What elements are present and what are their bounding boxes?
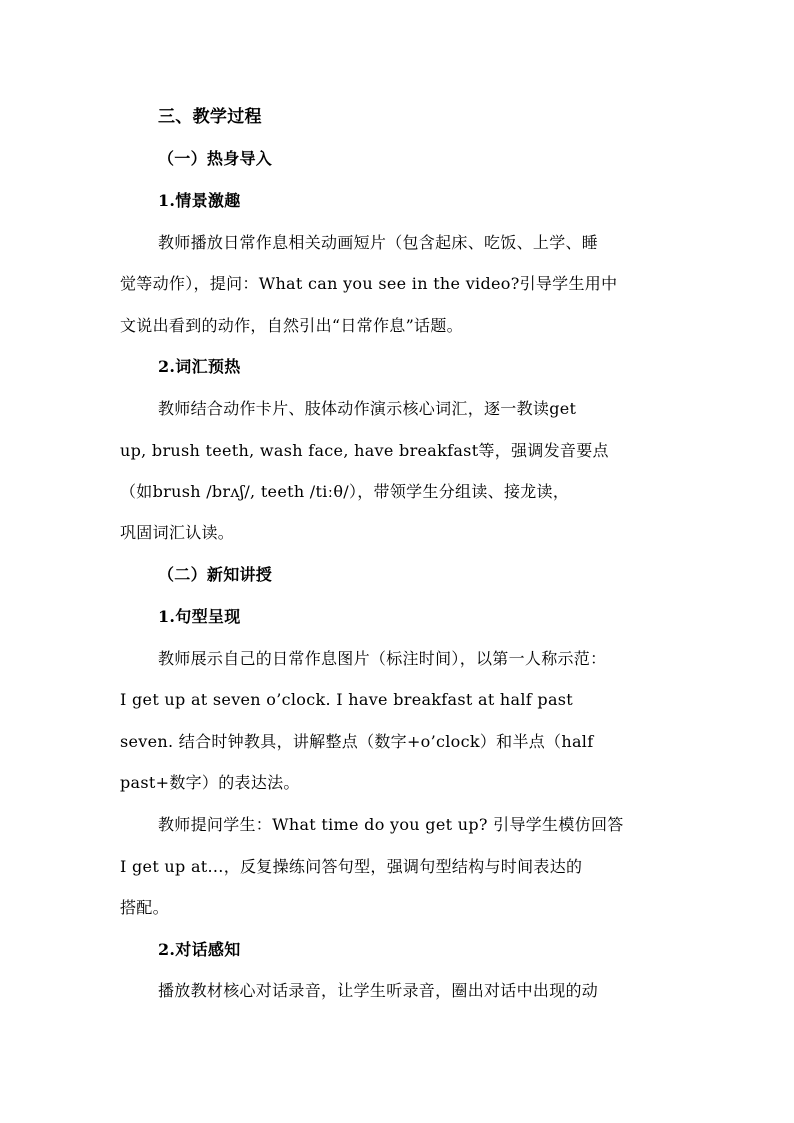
item-heading-scenario: 1.情景激趣 xyxy=(158,191,241,210)
paragraph-line: up, brush teeth, wash face, have breakfast等，强调发音要点 xyxy=(120,441,609,460)
paragraph-line: 搭配。 xyxy=(120,898,169,917)
item-heading-vocab: 2.词汇预热 xyxy=(158,357,241,376)
paragraph-line: 教师播放日常作息相关动画短片（包含起床、吃饭、上学、睡 xyxy=(158,233,599,252)
section-heading: 三、教学过程 xyxy=(158,107,262,127)
paragraph-line: I get up at...，反复操练问答句型，强调句型结构与时间表达的 xyxy=(120,857,583,876)
paragraph-line: 教师结合动作卡片、肢体动作演示核心词汇，逐一教读get xyxy=(158,399,577,418)
paragraph-line: 教师提问学生：What time do you get up? 引导学生模仿回答 xyxy=(158,815,624,834)
paragraph-line: seven. 结合时钟教具，讲解整点（数字+o’clock）和半点（half xyxy=(120,732,594,751)
paragraph-line: 文说出看到的动作，自然引出“日常作息”话题。 xyxy=(120,316,463,335)
paragraph-line: 巩固词汇认读。 xyxy=(120,523,235,542)
paragraph-line: I get up at seven o’clock. I have breakfast at half past xyxy=(120,690,574,709)
item-heading-sentence: 1.句型呈现 xyxy=(158,607,241,626)
paragraph-line: 教师展示自己的日常作息图片（标注时间），以第一人称示范： xyxy=(158,649,607,668)
paragraph-line: past+数字）的表达法。 xyxy=(120,773,300,792)
subsection-heading-newknowledge: （二）新知讲授 xyxy=(158,565,273,584)
paragraph-line: （如brush /brʌʃ/, teeth /tiːθ/），带领学生分组读、接龙读， xyxy=(120,482,570,501)
paragraph-line: 播放教材核心对话录音，让学生听录音，圈出对话中出现的动 xyxy=(158,981,599,1000)
subsection-heading-warmup: （一）热身导入 xyxy=(158,149,273,168)
paragraph-line: 觉等动作），提问：What can you see in the video?引导学生用中 xyxy=(120,274,618,293)
item-heading-dialogue: 2.对话感知 xyxy=(158,940,241,959)
